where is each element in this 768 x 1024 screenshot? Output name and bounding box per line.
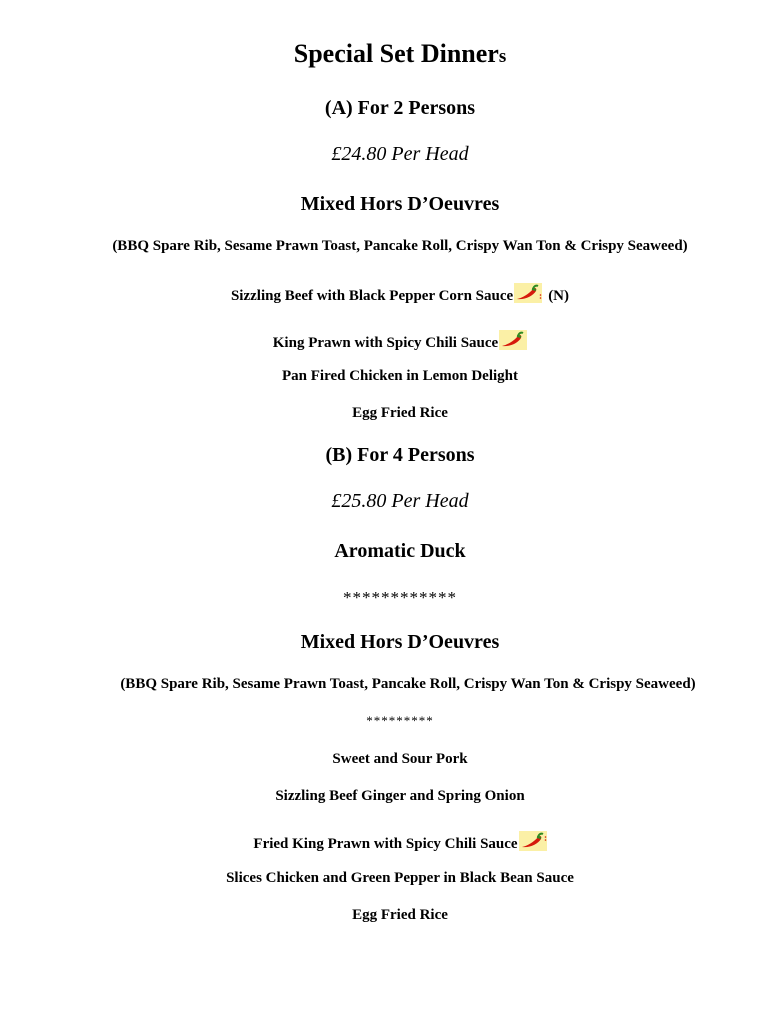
set-a-item-1 — [0, 283, 768, 305]
set-a-item-2-label: King Prawn with Spicy Chili Sauce — [272, 335, 499, 351]
set-a-item-3: Pan Fired Chicken in Lemon Delight — [282, 368, 518, 384]
set-b-item-3-label: Fried King Prawn with Spicy Chili Sauce — [253, 836, 518, 852]
divider-stars-small: ********* — [366, 713, 434, 728]
set-a-item-4: Egg Fried Rice — [352, 405, 448, 421]
set-b-course-1-heading: Aromatic Duck — [334, 540, 466, 562]
set-b-item-2: Sizzling Beef Ginger and Spring Onion — [275, 788, 525, 804]
set-b-item-4: Slices Chicken and Green Pepper in Black Bean Sauce — [226, 870, 574, 886]
set-b-item-1: Sweet and Sour Pork — [332, 751, 468, 767]
page-title — [0, 39, 768, 69]
set-a-course-detail: (BBQ Spare Rib, Sesame Prawn Toast, Pancake Roll, Crispy Wan Ton & Crispy Seaweed) — [112, 238, 688, 254]
set-a-item-1-label: Sizzling Beef with Black Pepper Corn Sauce — [230, 288, 514, 304]
set-a-item-2 — [0, 330, 768, 352]
set-a-course-heading: Mixed Hors D’Oeuvres — [300, 193, 500, 215]
set-b-heading: (B) For 4 Persons — [325, 444, 475, 466]
set-a-price: £24.80 Per Head — [331, 143, 469, 165]
set-a-heading: (A) For 2 Persons — [324, 97, 476, 119]
set-b-item-3 — [0, 831, 768, 853]
set-b-course-2-detail: (BBQ Spare Rib, Sesame Prawn Toast, Pancake Roll, Crispy Wan Ton & Crispy Seaweed) — [120, 676, 696, 692]
set-b-course-2-heading: Mixed Hors D’Oeuvres — [300, 631, 500, 653]
chili-pepper-icon — [514, 283, 542, 303]
chili-pepper-icon — [519, 831, 547, 851]
page-title-main: Special Set Dinner — [293, 39, 499, 68]
set-b-price: £25.80 Per Head — [331, 490, 469, 512]
nut-allergy-marker: (N) — [548, 288, 570, 304]
page-title-tail: s — [498, 46, 507, 67]
set-b-item-5: Egg Fried Rice — [352, 907, 448, 923]
divider-stars: ************ — [343, 588, 457, 607]
chili-pepper-icon — [499, 330, 527, 350]
